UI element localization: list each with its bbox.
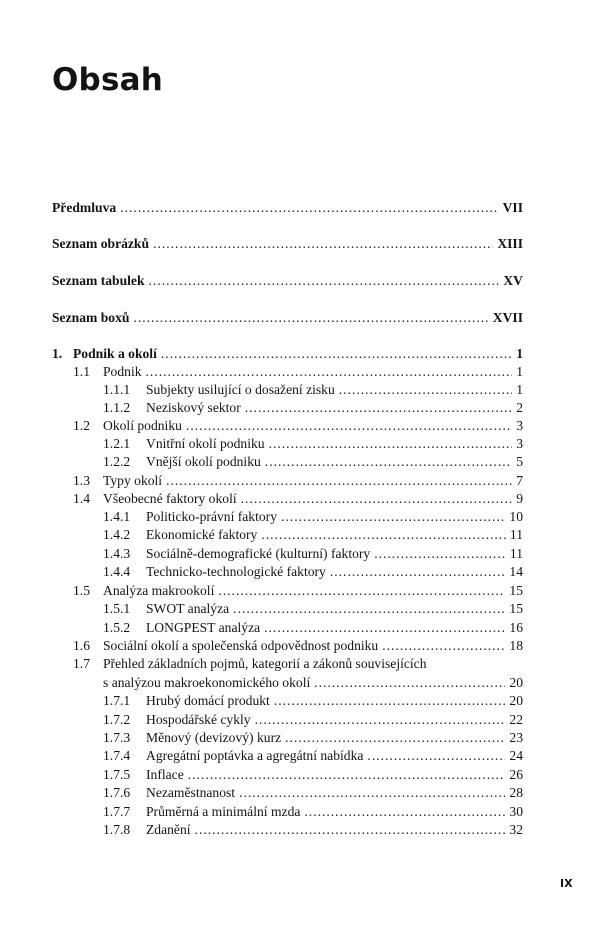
- toc-label: Průměrná a minimální mzda: [146, 804, 301, 819]
- toc-page: 11: [509, 527, 523, 542]
- toc-entry[interactable]: [103, 563, 523, 581]
- toc-page: 26: [509, 767, 523, 782]
- toc-entry[interactable]: [73, 582, 523, 600]
- dot-leader: [281, 508, 505, 526]
- toc-label: Zdanění: [146, 822, 191, 837]
- toc-page: 22: [509, 712, 523, 727]
- toc-label: Hospodářské cykly: [146, 712, 251, 727]
- toc-number: 1.7.3: [103, 730, 131, 745]
- dot-leader: [261, 526, 506, 544]
- toc-number: 1.4.3: [103, 546, 131, 561]
- toc-number: 1.1.2: [103, 400, 131, 415]
- toc-entry[interactable]: [103, 453, 523, 471]
- toc-label: Hrubý domácí produkt: [146, 693, 270, 708]
- toc-page: 24: [509, 748, 523, 763]
- toc-number: 1.4: [73, 491, 90, 506]
- dot-leader: [146, 363, 513, 381]
- toc-label: Všeobecné faktory okolí: [103, 491, 237, 506]
- dot-leader: [374, 545, 506, 563]
- toc-number: 1.5.2: [103, 620, 131, 635]
- toc-entry[interactable]: [73, 637, 523, 655]
- dot-leader: [188, 766, 506, 784]
- toc-number: 1.2: [73, 418, 90, 433]
- toc-number: 1.4.2: [103, 527, 131, 542]
- dot-leader: [269, 435, 513, 453]
- toc-number: 1.2.2: [103, 454, 131, 469]
- toc-page: 20: [509, 693, 523, 708]
- toc-page: 7: [516, 473, 523, 488]
- toc-entry[interactable]: [103, 803, 523, 821]
- dot-leader: [285, 729, 505, 747]
- toc-number: 1.7.8: [103, 822, 131, 837]
- toc-number: 1.3: [73, 473, 90, 488]
- page-number: IX: [560, 877, 573, 890]
- toc-label: Přehled základních pojmů, kategorií a zákonů souvisejících: [103, 656, 427, 671]
- toc-label: Ekonomické faktory: [146, 527, 258, 542]
- dot-leader: [264, 619, 505, 637]
- dot-leader: [274, 692, 506, 710]
- toc-number: 1.7: [73, 656, 90, 671]
- toc-label: Typy okolí: [103, 473, 163, 488]
- toc-page: 32: [509, 822, 523, 837]
- dot-leader: [304, 803, 505, 821]
- toc-number: 1.4.4: [103, 564, 131, 579]
- toc-page: 16: [509, 620, 523, 635]
- toc-entry[interactable]: [103, 766, 523, 784]
- toc-entry[interactable]: [103, 508, 523, 526]
- toc-label: Politicko-právní faktory: [146, 509, 277, 524]
- toc-page: 9: [516, 491, 523, 506]
- toc-page: 14: [509, 564, 523, 579]
- toc-entry[interactable]: [103, 600, 523, 618]
- toc-page: 15: [509, 601, 523, 616]
- toc-number: 1.7.2: [103, 712, 131, 727]
- dot-leader: [233, 600, 505, 618]
- dot-leader: [382, 637, 505, 655]
- dot-leader: [133, 309, 488, 327]
- toc-label: Neziskový sektor: [146, 400, 241, 415]
- toc-label: SWOT analýza: [146, 601, 230, 616]
- toc-label: LONGPEST analýza: [146, 620, 261, 635]
- toc-label: Seznam tabulek: [52, 273, 145, 288]
- toc-entry[interactable]: [103, 784, 523, 802]
- toc-label: Technicko-technologické faktory: [146, 564, 326, 579]
- dot-leader: [218, 582, 505, 600]
- toc-number: 1.4.1: [103, 509, 131, 524]
- toc-number: 1.7.7: [103, 804, 131, 819]
- toc-entry[interactable]: [103, 729, 523, 747]
- dot-leader: [195, 821, 506, 839]
- dot-leader: [241, 490, 513, 508]
- toc-front-tables[interactable]: [52, 272, 523, 290]
- dot-leader: [314, 674, 505, 692]
- toc-number: 1.6: [73, 638, 90, 653]
- toc-front-figures[interactable]: [52, 235, 523, 253]
- toc-page: VII: [502, 200, 523, 215]
- toc-chapter-1[interactable]: [52, 345, 523, 363]
- toc-number: 1.5.1: [103, 601, 131, 616]
- toc-page: 1: [516, 346, 523, 361]
- toc-entry[interactable]: [103, 545, 523, 563]
- toc-entry[interactable]: [103, 399, 523, 417]
- dot-leader: [330, 563, 506, 581]
- toc-number: 1.7.5: [103, 767, 131, 782]
- dot-leader: [120, 199, 498, 217]
- toc-page: 23: [509, 730, 523, 745]
- toc-label: Sociálně-demografické (kulturní) faktory: [146, 546, 371, 561]
- toc-number: 1.7.1: [103, 693, 131, 708]
- toc-page: 10: [509, 509, 523, 524]
- toc-number: 1.1: [73, 364, 90, 379]
- dot-leader: [255, 711, 506, 729]
- toc-entry[interactable]: [103, 821, 523, 839]
- toc-entry[interactable]: [103, 526, 523, 544]
- toc-entry[interactable]: [103, 381, 523, 399]
- toc-page: XV: [503, 273, 523, 288]
- toc-label: s analýzou makroekonomického okolí: [103, 675, 311, 690]
- toc-page: 5: [516, 454, 523, 469]
- dot-leader: [166, 472, 512, 490]
- toc-entry[interactable]: [103, 747, 523, 765]
- dot-leader: [239, 784, 505, 802]
- toc-number: 1.: [52, 346, 63, 361]
- toc-front-boxes[interactable]: [52, 309, 523, 327]
- toc-front-preface[interactable]: [52, 199, 523, 217]
- toc-page: 28: [509, 785, 523, 800]
- toc-label: Měnový (devizový) kurz: [146, 730, 282, 745]
- dot-leader: [161, 345, 512, 363]
- toc-number: 1.1.1: [103, 382, 131, 397]
- toc-label: Subjekty usilující o dosažení zisku: [146, 382, 335, 397]
- toc-entry[interactable]: [73, 417, 523, 435]
- toc-label: Inflace: [146, 767, 184, 782]
- toc-label: Analýza makrookolí: [103, 583, 215, 598]
- toc-label: Podnik a okolí: [73, 346, 157, 361]
- toc-label: Předmluva: [52, 200, 117, 215]
- toc-number: 1.2.1: [103, 436, 131, 451]
- page-title: Obsah: [52, 62, 163, 98]
- toc-entry-continuation[interactable]: [103, 674, 523, 692]
- toc-page: 2: [516, 400, 523, 415]
- toc-entry[interactable]: [73, 472, 523, 490]
- dot-leader: [153, 235, 493, 253]
- toc-label: Seznam boxů: [52, 310, 130, 325]
- toc-page: 1: [516, 382, 523, 397]
- toc-number: 1.7.6: [103, 785, 131, 800]
- toc-page: 3: [516, 436, 523, 451]
- toc-page: XVII: [492, 310, 523, 325]
- toc-label: Vnější okolí podniku: [146, 454, 261, 469]
- toc-number: 1.7.4: [103, 748, 131, 763]
- toc-page: XIII: [497, 236, 523, 251]
- toc-page: 30: [509, 804, 523, 819]
- dot-leader: [149, 272, 500, 290]
- toc-label: Okolí podniku: [103, 418, 182, 433]
- dot-leader: [186, 417, 512, 435]
- dot-leader: [265, 453, 512, 471]
- toc-entry[interactable]: [103, 435, 523, 453]
- toc-entry[interactable]: [73, 655, 523, 673]
- toc-page: 18: [509, 638, 523, 653]
- toc-label: Podnik: [103, 364, 142, 379]
- toc-page: 11: [509, 546, 523, 561]
- toc-label: Sociální okolí a společenská odpovědnost podniku: [103, 638, 379, 653]
- toc-entry[interactable]: [73, 490, 523, 508]
- dot-leader: [245, 399, 512, 417]
- toc-page: 1: [516, 364, 523, 379]
- toc-number: 1.5: [73, 583, 90, 598]
- toc-label: Seznam obrázků: [52, 236, 150, 251]
- dot-leader: [367, 747, 505, 765]
- toc-entry[interactable]: [103, 619, 523, 637]
- toc-label: Nezaměstnanost: [146, 785, 236, 800]
- dot-leader: [339, 381, 512, 399]
- toc-page: 20: [509, 675, 523, 690]
- toc-entry[interactable]: [73, 363, 523, 381]
- toc-label: Agregátní poptávka a agregátní nabídka: [146, 748, 364, 763]
- toc-entry[interactable]: [103, 711, 523, 729]
- toc-label: Vnitřní okolí podniku: [146, 436, 265, 451]
- toc-entry[interactable]: [103, 692, 523, 710]
- toc-page: 3: [516, 418, 523, 433]
- toc-page: 15: [509, 583, 523, 598]
